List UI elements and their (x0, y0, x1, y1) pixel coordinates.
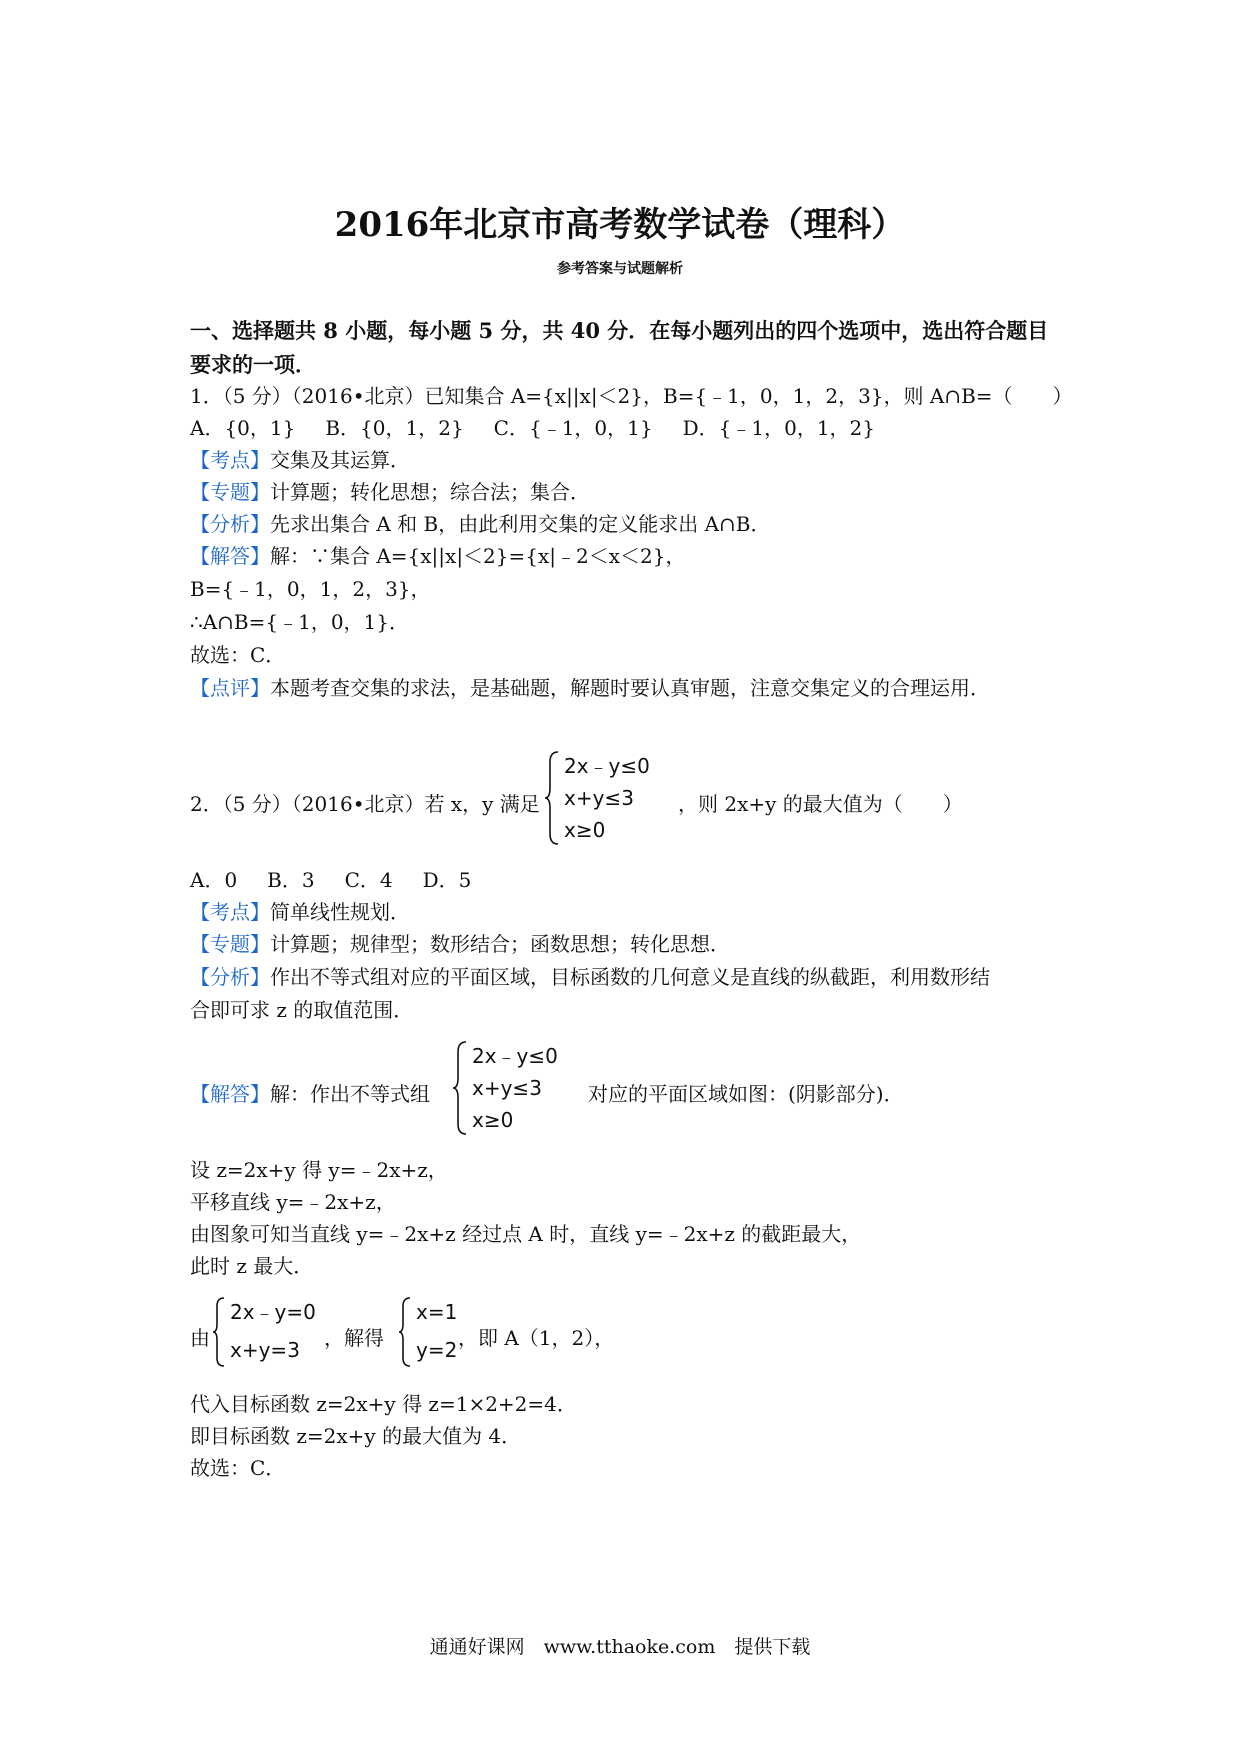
q2-jieda-pre-text: 解：作出不等式组 (270, 1082, 430, 1106)
q2-solution-line7: 故选：C． (190, 1456, 286, 1480)
q2-eq-1: 2x﹣y=0 (230, 1300, 316, 1324)
q2-jieda-ineq-3: x≥0 (472, 1108, 514, 1132)
q1-stem: 1．（5 分）（2016•北京）已知集合 A={x||x|＜2}，B={﹣1，0，1，2，3}，则 A∩B=（ ） (190, 384, 1073, 408)
q2-stem-post: ，则 2x+y 的最大值为（ ） (678, 792, 963, 816)
q2-solution-line4: 此时 z 最大． (190, 1254, 314, 1278)
q2-solution-line3: 由图象可知当直线 y=﹣2x+z 经过点 A 时，直线 y=﹣2x+z 的截距最大， (190, 1222, 862, 1246)
q2-fenxi-line2: 合即可求 z 的取值范围． (190, 998, 414, 1022)
q2-fenxi-tag: 【分析】 (190, 965, 270, 989)
q2-solve-mid: ，解得 (324, 1326, 384, 1350)
q1-option-d: D．{﹣1，0，1，2} (682, 416, 875, 440)
q2-kaodian-text: 简单线性规划． (270, 900, 410, 924)
q2-zhuanti (190, 934, 730, 954)
q2-zhuanti-tag: 【专题】 (190, 932, 270, 956)
q2-by-text: 由 (190, 1326, 210, 1350)
q1-kaodian-tag: 【考点】 (190, 448, 270, 472)
q2-jieda-ineq-1: 2x﹣y≤0 (472, 1044, 558, 1068)
q1-solution-line3: ∴A∩B={﹣1，0，1}． (190, 610, 410, 634)
q2-zhuanti-text: 计算题；规律型；数形结合；函数思想；转化思想． (270, 932, 730, 956)
q1-options (190, 418, 905, 438)
q2-solution-line2: 平移直线 y=﹣2x+z， (190, 1190, 396, 1214)
q1-kaodian-text: 交集及其运算． (270, 448, 410, 472)
q2-jieda-post: 对应的平面区域如图：(阴影部分)． (588, 1082, 904, 1106)
q2-solve-row (190, 1296, 1090, 1368)
q1-fenxi-tag: 【分析】 (190, 512, 270, 536)
q2-option-a: A．0 (190, 868, 238, 892)
q2-stem-pre: 2．（5 分）（2016•北京）若 x，y 满足 (190, 792, 540, 816)
q2-jieda-tag: 【解答】 (190, 1082, 270, 1106)
q2-kaodian-tag: 【考点】 (190, 900, 270, 924)
q1-zhuanti-text: 计算题；转化思想；综合法；集合． (270, 480, 590, 504)
q2-kaodian (190, 902, 410, 922)
q2-solution-line1: 设 z=2x+y 得 y=﹣2x+z， (190, 1158, 448, 1182)
page-title: 2016年北京市高考数学试卷（理科） (334, 205, 906, 245)
q1-jieda-tag: 【解答】 (190, 544, 270, 568)
q2-eq-brace-icon (212, 1296, 226, 1368)
q1-jieda (190, 546, 685, 566)
q1-kaodian (190, 450, 410, 470)
q1-option-b: B．{0，1，2} (325, 416, 464, 440)
q1-fenxi (190, 514, 770, 534)
q2-eq-system (230, 1296, 330, 1368)
q2-jieda-system (472, 1040, 582, 1136)
section-heading-line2: 要求的一项． (190, 352, 316, 377)
q2-solution-line5: 代入目标函数 z=2x+y 得 z=1×2+2=4． (190, 1392, 577, 1416)
q2-result-1: x=1 (416, 1300, 458, 1324)
q2-brace-icon (544, 750, 560, 846)
q1-option-a: A．{0，1} (190, 416, 296, 440)
q1-option-c: C．{﹣1，0，1} (493, 416, 653, 440)
page-subtitle: 参考答案与试题解析 (557, 261, 683, 277)
q1-solution-line4: 故选：C． (190, 643, 286, 667)
q2-ineq-3: x≥0 (564, 818, 606, 842)
q1-fenxi-text: 先求出集合 A 和 B，由此利用交集的定义能求出 A∩B． (270, 512, 771, 536)
q1-zhuanti-tag: 【专题】 (190, 480, 270, 504)
q2-jieda-brace-icon (452, 1040, 468, 1136)
q2-ineq-1: 2x﹣y≤0 (564, 754, 650, 778)
q2-jieda-pre (190, 1078, 430, 1107)
section-heading-line1: 一、选择题共 8 小题，每小题 5 分，共 40 分．在每小题列出的四个选项中，选出符合题目 (190, 318, 1049, 343)
q2-ineq-2: x+y≤3 (564, 786, 634, 810)
q2-option-b: B．3 (267, 868, 315, 892)
q2-option-c: C．4 (344, 868, 393, 892)
q2-result-2: y=2 (416, 1338, 458, 1362)
q2-point-a: ，即 A（1，2）， (458, 1326, 615, 1350)
q2-inequality-system (564, 750, 674, 846)
q2-options (190, 870, 501, 890)
q1-jieda-text: 解：∵集合 A={x||x|＜2}={x|﹣2＜x＜2}， (270, 544, 686, 568)
q2-fenxi (190, 967, 990, 987)
q2-stem (190, 750, 1090, 846)
q1-dianping (190, 678, 990, 698)
q1-zhuanti (190, 482, 590, 502)
q2-eq-2: x+y=3 (230, 1338, 300, 1362)
q2-jieda-ineq-2: x+y≤3 (472, 1076, 542, 1100)
q2-solution-line6: 即目标函数 z=2x+y 的最大值为 4． (190, 1424, 522, 1448)
q2-jieda (190, 1040, 1090, 1136)
q1-solution-line2: B={﹣1，0，1，2，3}， (190, 577, 431, 601)
q1-dianping-text: 本题考查交集的求法，是基础题，解题时要认真审题，注意交集定义的合理运用． (270, 676, 990, 700)
q1-dianping-tag: 【点评】 (190, 676, 270, 700)
q2-option-d: D．5 (422, 868, 472, 892)
page-footer: 通通好课网 www.tthaoke.com 提供下载 (429, 1636, 811, 1658)
q2-fenxi-text: 作出不等式组对应的平面区域，目标函数的几何意义是直线的纵截距，利用数形结 (270, 965, 990, 989)
q2-result-brace-icon (398, 1296, 412, 1368)
